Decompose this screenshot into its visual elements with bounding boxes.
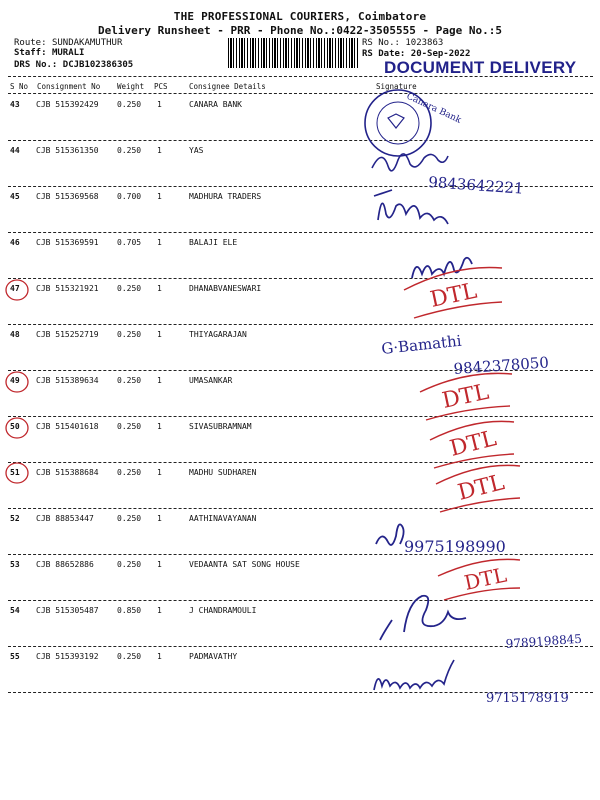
drs-value: DCJB102386305 bbox=[62, 60, 134, 70]
row-divider bbox=[8, 324, 593, 325]
rs-no-line bbox=[362, 38, 443, 48]
row-consignee: CANARA BANK bbox=[189, 100, 242, 109]
row-divider bbox=[8, 692, 593, 693]
row-pcs: 1 bbox=[157, 376, 162, 385]
row-sno: 54 bbox=[10, 606, 20, 615]
row-sno: 55 bbox=[10, 652, 20, 661]
row-consignment-no: CJB 515389634 bbox=[36, 376, 99, 385]
row-weight: 0.250 bbox=[117, 652, 142, 661]
col-weight: Weight bbox=[117, 82, 145, 91]
col-signature: Signature bbox=[376, 82, 417, 91]
row-consignee: BALAJI ELE bbox=[189, 238, 238, 247]
phone-44: 9843642221 bbox=[427, 173, 525, 198]
row-pcs: 1 bbox=[157, 192, 162, 201]
row-consignee: UMASANKAR bbox=[189, 376, 233, 385]
row-sno: 49 bbox=[10, 376, 20, 385]
row-sno: 52 bbox=[10, 514, 20, 523]
row-consignee: DHANABVANESWARI bbox=[189, 284, 262, 293]
signature-48: G·Bamathi bbox=[380, 331, 463, 358]
rs-no-label: RS No.: bbox=[362, 38, 400, 48]
runsheet-title: THE PROFESSIONAL COURIERS, Coimbatore bbox=[173, 10, 427, 23]
row-consignee: AATHINAVAYANAN bbox=[189, 514, 257, 523]
svg-text:DTL: DTL bbox=[440, 379, 492, 414]
table-row bbox=[0, 192, 600, 237]
row-pcs: 1 bbox=[157, 284, 162, 293]
svg-text:DTL: DTL bbox=[462, 562, 509, 595]
barcode bbox=[228, 38, 358, 68]
row-weight: 0.250 bbox=[117, 422, 142, 431]
row-consignment-no: CJB 88652886 bbox=[36, 560, 94, 569]
col-pcs: PCS bbox=[154, 82, 168, 91]
row-pcs: 1 bbox=[157, 468, 162, 477]
row-weight: 0.250 bbox=[117, 100, 142, 109]
col-consignment: Consignment No bbox=[37, 82, 101, 91]
row-consignment-no: CJB 515252719 bbox=[36, 330, 99, 339]
row-sno: 47 bbox=[10, 284, 20, 293]
phone-52: 9975198990 bbox=[404, 537, 506, 556]
row-pcs: 1 bbox=[157, 146, 162, 155]
rs-date-label: RS Date: bbox=[362, 49, 406, 59]
svg-text:DTL: DTL bbox=[428, 278, 480, 313]
row-consignee: SIVASUBRAMNAM bbox=[189, 422, 252, 431]
row-pcs: 1 bbox=[157, 560, 162, 569]
row-weight: 0.700 bbox=[117, 192, 142, 201]
row-consignee: MADHU SUDHAREN bbox=[189, 468, 257, 477]
row-consignee: PADMAVATHY bbox=[189, 652, 238, 661]
row-weight: 0.250 bbox=[117, 514, 142, 523]
row-consignment-no: CJB 515392429 bbox=[36, 100, 99, 109]
row-consignment-no: CJB 515393192 bbox=[36, 652, 99, 661]
row-weight: 0.250 bbox=[117, 284, 142, 293]
row-divider bbox=[8, 462, 593, 463]
row-divider bbox=[8, 232, 593, 233]
rs-no-value: 1023863 bbox=[405, 38, 444, 48]
row-sno: 46 bbox=[10, 238, 20, 247]
row-consignee: J CHANDRAMOULI bbox=[189, 606, 257, 615]
document-delivery-stamp: DOCUMENT DELIVERY bbox=[384, 58, 577, 77]
staff-value: MURALI bbox=[51, 48, 85, 58]
row-sno: 48 bbox=[10, 330, 20, 339]
table-row bbox=[0, 284, 600, 329]
phone-55: 9715178919 bbox=[486, 691, 569, 706]
row-divider bbox=[8, 646, 593, 647]
svg-text:DTL: DTL bbox=[455, 470, 507, 506]
route-value: SUNDAKAMUTHUR bbox=[51, 38, 123, 48]
table-row bbox=[0, 514, 600, 559]
row-consignment-no: CJB 515369591 bbox=[36, 238, 99, 247]
row-pcs: 1 bbox=[157, 330, 162, 339]
row-divider bbox=[8, 600, 593, 601]
header-divider-top bbox=[8, 76, 593, 77]
staff-line bbox=[14, 48, 84, 58]
table-row bbox=[0, 606, 600, 651]
row-consignment-no: CJB 515361350 bbox=[36, 146, 99, 155]
row-consignment-no: CJB 515388684 bbox=[36, 468, 99, 477]
row-sno: 45 bbox=[10, 192, 20, 201]
row-sno: 43 bbox=[10, 100, 20, 109]
row-weight: 0.250 bbox=[117, 146, 142, 155]
route-label: Route: bbox=[14, 38, 47, 48]
row-weight: 0.250 bbox=[117, 560, 142, 569]
row-consignment-no: CJB 515369568 bbox=[36, 192, 99, 201]
table-row bbox=[0, 560, 600, 605]
table-row bbox=[0, 468, 600, 513]
row-sno: 44 bbox=[10, 146, 20, 155]
row-consignment-no: CJB 515321921 bbox=[36, 284, 99, 293]
row-consignment-no: CJB 515401618 bbox=[36, 422, 99, 431]
row-divider bbox=[8, 186, 593, 187]
row-divider bbox=[8, 416, 593, 417]
table-row bbox=[0, 146, 600, 191]
row-weight: 0.850 bbox=[117, 606, 142, 615]
table-row bbox=[0, 238, 600, 283]
row-consignee: MADHURA TRADERS bbox=[189, 192, 262, 201]
row-weight: 0.705 bbox=[117, 238, 142, 247]
row-divider bbox=[8, 508, 593, 509]
row-divider bbox=[8, 554, 593, 555]
row-weight: 0.250 bbox=[117, 376, 142, 385]
phone-54: 9789198845 bbox=[505, 631, 583, 651]
col-consignee: Consignee Details bbox=[189, 82, 266, 91]
svg-text:DTL: DTL bbox=[447, 426, 499, 462]
staff-label: Staff: bbox=[14, 48, 47, 58]
row-pcs: 1 bbox=[157, 606, 162, 615]
row-divider bbox=[8, 278, 593, 279]
row-pcs: 1 bbox=[157, 514, 162, 523]
row-pcs: 1 bbox=[157, 422, 162, 431]
row-consignee: THIYAGARAJAN bbox=[189, 330, 247, 339]
bank-stamp-text: Canara Bank bbox=[404, 91, 463, 126]
row-consignee: VEDAANTA SAT SONG HOUSE bbox=[189, 560, 300, 569]
table-row bbox=[0, 100, 600, 145]
row-sno: 51 bbox=[10, 468, 20, 477]
row-divider bbox=[8, 370, 593, 371]
row-pcs: 1 bbox=[157, 100, 162, 109]
table-row bbox=[0, 376, 600, 421]
row-sno: 50 bbox=[10, 422, 20, 431]
row-sno: 53 bbox=[10, 560, 20, 569]
route-line bbox=[14, 38, 122, 48]
table-row bbox=[0, 330, 600, 375]
header-divider-bottom bbox=[8, 93, 593, 94]
phone-48: 9842378050 bbox=[453, 353, 550, 378]
row-pcs: 1 bbox=[157, 238, 162, 247]
drs-line bbox=[14, 60, 133, 70]
table-row bbox=[0, 422, 600, 467]
runsheet-subtitle: Delivery Runsheet - PRR - Phone No.:0422-3505555 - Page No.:5 bbox=[98, 24, 502, 37]
rs-date-value: 20-Sep-2022 bbox=[410, 49, 471, 59]
row-consignment-no: CJB 88853447 bbox=[36, 514, 94, 523]
row-pcs: 1 bbox=[157, 652, 162, 661]
row-divider bbox=[8, 140, 593, 141]
table-row bbox=[0, 652, 600, 697]
row-consignee: YAS bbox=[189, 146, 204, 155]
row-weight: 0.250 bbox=[117, 468, 142, 477]
col-sno: S No bbox=[10, 82, 29, 91]
row-consignment-no: CJB 515305487 bbox=[36, 606, 99, 615]
drs-label: DRS No.: bbox=[14, 60, 58, 70]
row-weight: 0.250 bbox=[117, 330, 142, 339]
